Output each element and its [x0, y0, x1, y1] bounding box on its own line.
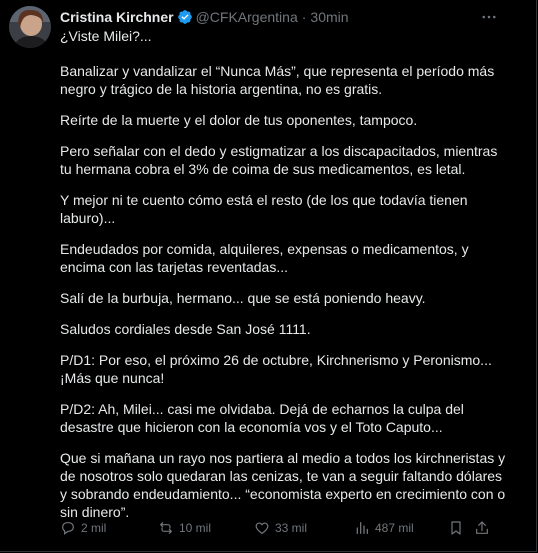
tweet-paragraph: P/D2: Ah, Milei... casi me olvidaba. Dejá de echarnos la culpa del desastre que hicieron con la economía vos y el Toto Caputo... — [60, 401, 464, 435]
tweet-paragraph: Reírte de la muerte y el dolor de tus oponentes, tampoco. — [60, 112, 418, 128]
views-button[interactable] — [354, 518, 414, 538]
reply-icon — [60, 520, 76, 536]
tweet-paragraph: Endeudados por comida, alquileres, expensas o medicamentos, y encima con las tarjetas reventadas... — [60, 241, 469, 275]
tweet-paragraph: ¿Viste Milei?... — [60, 28, 152, 44]
tweet-paragraph: Saludos cordiales desde San José 1111. — [60, 321, 311, 337]
reply-count: 2 mil — [81, 521, 107, 535]
like-button[interactable] — [254, 518, 307, 538]
more-dots-icon[interactable] — [480, 8, 498, 26]
views-chart-icon — [354, 520, 370, 536]
tweet-timestamp[interactable]: 30min — [310, 9, 349, 25]
verified-badge-icon — [177, 9, 193, 25]
bookmark-icon[interactable] — [448, 518, 464, 543]
like-count: 33 mil — [275, 521, 308, 535]
tweet-paragraph: Que si mañana un rayo nos partiera al medio a todos los kirchneristas y de nosotros solo quedaran las cenizas, te van a seguir faltando dólares y sobrando endeudamiento... “economista experto en crecimiento con o sin dinero”. — [60, 450, 506, 520]
heart-icon — [254, 520, 270, 536]
repost-icon — [158, 520, 174, 536]
author-avatar[interactable] — [9, 6, 51, 48]
tweet-paragraph: Banalizar y vandalizar el “Nunca Más”, que representa el período más negro y trágico de la historia argentina, no es gratis. — [60, 63, 495, 97]
tweet-actions-bar — [60, 518, 500, 538]
tweet-paragraph: P/D1: Por eso, el próximo 26 de octubre, Kirchnerismo y Peronismo... ¡Más que nunca! — [60, 352, 492, 386]
views-count: 487 mil — [375, 521, 414, 535]
tweet-paragraph: Salí de la burbuja, hermano... que se está poniendo heavy. — [60, 290, 426, 306]
author-name[interactable]: Cristina Kirchner — [60, 9, 174, 25]
reply-button[interactable] — [60, 518, 106, 538]
repost-count: 10 mil — [179, 521, 212, 535]
tweet-header — [60, 8, 349, 26]
tweet-paragraph: Pero señalar con el dedo y estigmatizar a los discapacitados, mientras tu hermana cobra el 3% de coima de sus medicamentos, es letal. — [60, 143, 498, 177]
tweet-paragraph: Y mejor ni te cuento cómo está el resto (de los que todavía tienen laburo)... — [60, 192, 468, 226]
share-icon[interactable] — [474, 518, 490, 543]
avatar-photo — [9, 6, 51, 48]
author-handle[interactable]: @CFKArgentina — [195, 9, 298, 25]
repost-button[interactable] — [158, 518, 211, 538]
tweet-body — [60, 27, 510, 534]
header-separator: · — [301, 9, 307, 25]
